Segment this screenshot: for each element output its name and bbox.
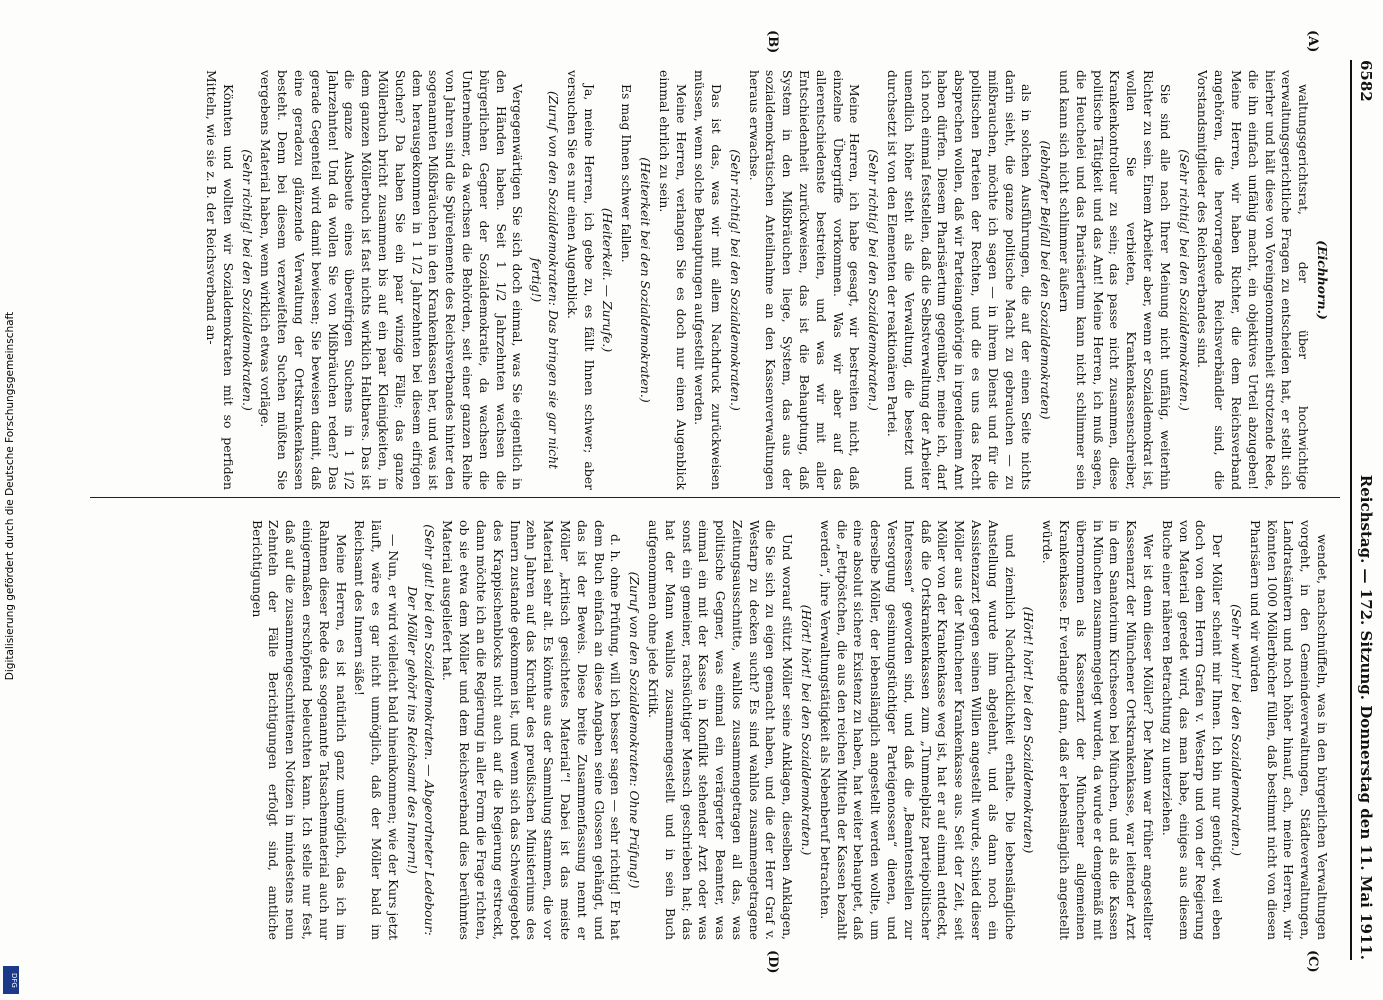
- paragraph: Meine Herren, es ist natürlich ganz unmöglich, das ich im Rahmen dieser Rede das sogenannte Tatsachenmaterial auch nur einigermaßen erschöpfend beleuchten kann. Ich stelle nur fest, daß auf die zusammengeschnittenen Notizen in mindestens neun Zehnteln der Fälle Berichtigungen erfolgt sind, amtliche Berichtigungen: [249, 520, 349, 940]
- paragraph: d. h. ohne Prüfung, will ich besser sagen — sehr richtig! Er hat dem Buch einfach an diese Angaben seine Glossen gehängt, und das ist der Beweis. Diese breite Zusammenfassung nennt er Möller „kritisch gesichtetes Material“! Dabei ist das meiste Material sehr alt. Es könnte aus der Sammlung stammen, die vor zehn Jahren auf das Kirchlar des preußischen Ministeriums des Innern zustande gekommen ist, und wenn sich das Schweigegebot des Krappischenblocks nicht auch auf die Regierung erstreckt, dann möchte ich an die Regierung in aller Form die Frage richten, ob sie etwa dem Möller und dem Reichsverband dies berühmtes Material ausgeliefert hat.: [440, 520, 624, 940]
- credit-sidebar: [0, 0, 20, 1000]
- paragraph: wendet, nachschnüffeln, was in den bürgerlichen Verwaltungen vorgeht, in den Gemeindeverwaltungen, Städteverwaltungen, Landratsämtern und noch höher hinauf, ach, meine Herren, wir könnten 1000 Möllerbücher füllen, daß bestimmt nicht von diesen Pharisäern und wir würden: [1247, 520, 1330, 940]
- paragraph: und ziemlich Nachdrücklichkeit erhalte. Die lebenslängliche Anstellung wurde ihm abgelehnt, und als dann noch ein Assistenzarzt gegen seinen Willen angestellt wurde, schied dieser Möller aus der Münchener Krankenkasse aus. Seit der Zeit, seit Möller von der Krankenkasse weg ist, hat er auf einmal entdeckt, daß die Ortskrankenkassen zum „Tummelplatz parteipolitischer Interessen“ geworden sind, und daß die „Beamtenstellen zur Versorgung gesinnungstüchtiger Parteigenossen“ dienen, und derselbe Möller, der lebenslänglich angestellt werden wollte, um eine absolut sichere Existenz zu haben, hat weiter behauptet, daß die „Fettpöstchen, die aus den reichen Mitteln der Kassen bezahlt werden“, ihre Verwaltungstätigkeit als Nebenberuf betrachten.: [817, 520, 1018, 940]
- paragraph: (Heiterkeit. — Zurufe.): [600, 207, 616, 353]
- paragraph: Und worauf stützt Möller seine Anklagen, dieselben Anklagen, die Sie sich zu eigen gemacht haben, und die der Herr Graf v. Westarp zu decken sucht? Es sind wahllos zusammengetragene Zeitungsausschnitte, wahllos zusammengetragen all das, was politische Gegner, was einmal ein verärgerter Beamter, was einmal ein mit der Kasse in Konflikt stehender Arzt oder was sonst ein gemeiner, rachsüchtiger Mensch geschrieben hat; das hat der Mann wahllos zusammengestellt und in sein Buch aufgenommen ohne jede Kritik.: [645, 520, 796, 940]
- paragraph: (Zuruf von den Sozialdemokraten: Das bringen sie gar nicht fertig!): [529, 90, 561, 470]
- page-number: 6582: [1357, 60, 1375, 102]
- paragraph: (Sehr richtig! bei den Sozialdemokraten.): [866, 149, 882, 411]
- digitization-credit: Digitalisierung gefördert durch die Deutsche Forschungsgemeinschaft: [4, 311, 16, 681]
- paragraph: Ja, meine Herren, ich gebe zu, es fällt Ihnen schwer; aber versuchen Sie es nur einen Augenblick.: [564, 70, 597, 490]
- right-paragraphs: [248, 520, 1330, 940]
- paragraph: Das ist das, was wir mit allem Nachdruck zurückweisen müssen, wenn solche Behauptungen aufgestellt werden.: [692, 70, 725, 490]
- paragraph: (Sehr richtig! bei den Sozialdemokraten.): [727, 149, 743, 411]
- paragraph: Wer ist denn dieser Möller? Der Mann war früher angestellter Kassenarzt der Münchener Ortskrankenkasse, war leitender Arzt in dem Sanatorium Kirchseeon bei München, und als die Kassen in München zusammengelegt wurden, da wurde er demgemäß mit übernommen als Kassenarzt der Münchener allgemeinen Krankenkasse. Er verlangte dann, daß er lebenslänglich angestellt würde.: [1040, 520, 1157, 940]
- paragraph: — Nun, er wird vielleicht bald hineinkommen; wie der Kurs jetzt läuft, wäre es gar nicht unmöglich, daß der Möller bald im Reichsamt des Innern säße!: [352, 520, 401, 940]
- paragraph: (Heiterkeit bei den Sozialdemokraten.): [637, 157, 653, 403]
- dfg-logo: DFG: [3, 966, 19, 994]
- paragraph: (Hört! hört! bei den Sozialdemokraten.): [799, 604, 815, 856]
- margin-mark-a: (A): [1305, 30, 1320, 53]
- right-column: [90, 520, 1330, 940]
- paragraph: (Sehr richtig! bei den Sozialdemokraten.): [239, 149, 255, 411]
- speaker-name: (Eichhorn.): [1315, 240, 1330, 320]
- page-title: Reichstag. — 172. Sitzung. Donnerstag den 11. Mai 1911.: [1357, 474, 1375, 960]
- paragraph: Könnten und wollten wir Sozialdemokraten mit so perfiden Mitteln, wie sie z. B. der Reichsverband an-: [204, 70, 236, 490]
- rotated-newspaper-page: [60, 0, 1380, 1000]
- paragraph: Meine Herren, ich habe gesagt, wir bestreiten nicht, daß einzelne Übergriffe vorkommen. Was wir aber auf das allerentschiedenste bestreiten, und was wir mit aller Entschiedenheit zurückweisen, das ist die Behauptung, daß System in den Mißbräuchen liege, System, das aus der sozialdemokratischen Anteilnahme an den Kassenverwaltungen heraus erwachse.: [746, 70, 863, 490]
- paragraph: Sie sind alle nach Ihrer Meinung nicht unfähig, weiterhin Richter zu sein. Einem Arbeiter aber, wenn er Sozialdemokrat ist, wollen Sie verbieten, Krankenkassenschreiber, Krankenkontrolleur zu sein; das passe nicht zusammen, diese politische Tätigkeit und das Amt! Meine Herren, ich muß sagen, die Heuchelei und das Pharisäertum kann nicht schlimmer sein und kann sich nicht schlimmer äußern: [1057, 70, 1173, 490]
- margin-mark-d: (D): [765, 950, 780, 974]
- paragraph: Vergegenwärtigen Sie sich doch einmal, was Sie eigentlich in den Händen haben. Seit 1 1/2 Jahrzehnten wachsen die bürgerlichen Gegner der Sozialdemokratie, da wachsen die Unternehmer, da wachsen die Behörden, seit einer ganzen Reihe von Jahren sind die Spürelemente des Reichsverbandes hinter den sogenannten Mißbräuchen in den Krankenkassen her, und was ist dem herausgekommen in 1 1/2 Jahrzehnten bei diesem eifrigen Suchen? Da haben Sie ein paar winzige Fälle; das ganze Möllerbuch bricht zusammen bis auf ein paar Kleinigkeiten, in dem ganzen Möllerbuch ist fast nichts wirklich Haltbares. Das ist die ganze Ausbeute eines übereifrigen Suchens in 1 1/2 Jahrzehnten! Und da wollen Sie von Mißbräuchen reden? Das gerade Gegenteil wird damit bewiesen; Sie beweisen damit, daß eine geradezu glänzende Verwaltung der Ortskrankenkassen besteht. Denn bei diesem verzweifelten Suchen müßten Sie vergebens Material haben, wenn wirklich etwas vorläge.: [258, 70, 526, 490]
- paragraph: Meine Herren, verlangen Sie es doch nur einen Augenblick einmal ehrlich zu sein.: [656, 70, 689, 490]
- paragraph: (Zuruf von den Sozialdemokraten: Ohne Prüfung!): [627, 571, 643, 889]
- paragraph: (lebhafter Beifall bei den Sozialdemokraten): [1038, 140, 1054, 420]
- margin-mark-c: (C): [1305, 950, 1320, 973]
- paragraph: (Hört! hört! bei den Sozialdemokraten): [1021, 606, 1037, 854]
- paragraph: waltungsgerichtsrat, der über hochwichtige verwaltungsgerichtliche Fragen zu entscheiden hat, er stellt sich hierher und hält diese von Voreingenommenheit strotzende Rede, die ihn einfach unfähig macht, ein objektives Urteil abzugeben! Meine Herren, wir haben Richter, die dem Reichsverband angehören, die hervorragende Reichsverbändler sind, die Vorstandsmitglieder des Reichsverbandes sind.: [1195, 70, 1312, 490]
- paragraph: (Sehr wahr! bei den Sozialdemokraten.): [1229, 604, 1245, 856]
- paragraph: Der Möller scheint mir Ihnen. Ich bin nur genötigt, weil eben doch von dem Herrn Grafen v. Westarp und von der Regierung von Material geredet wird, das man habe, einiges aus diesem Buche einer näheren Betrachtung zu unterziehen.: [1159, 520, 1226, 940]
- paragraph: Es mag Ihnen schwer fallen.: [619, 84, 635, 263]
- page-header: [1350, 60, 1380, 960]
- left-paragraphs: [202, 70, 1311, 490]
- paragraph: (Sehr richtig! bei den Sozialdemokraten.): [1176, 149, 1192, 411]
- margin-mark-b: (B): [765, 30, 780, 54]
- paragraph: als in solchen Ausführungen, die auf der einen Seite nichts darin sieht, die ganze politische Macht zu gebrauchen — zu mißbrauchen, möchte ich sagen — in ihrem Dienst und für die politischen Parteien der Rechten, und die es uns das Recht absprechen wollen, daß wir Parteiangehörige in irgendeinem Amt haben dürfen. Diesem Pharisäertum gegenüber, meine ich, darf ich noch einmal feststellen, daß die Selbstverwaltung der Arbeiter unendlich höher steht als die Verwaltung, die besetzt und durchsetzt ist von den Elementen der reaktionären Partei.: [885, 70, 1035, 490]
- paragraph: (Sehr gut! bei den Sozialdemokraten. — Abgeordneter Ledebour: Der Möller gehört ins Reichsamt des Innern!): [404, 524, 437, 936]
- left-column: [90, 70, 1330, 490]
- column-divider: [90, 497, 1340, 498]
